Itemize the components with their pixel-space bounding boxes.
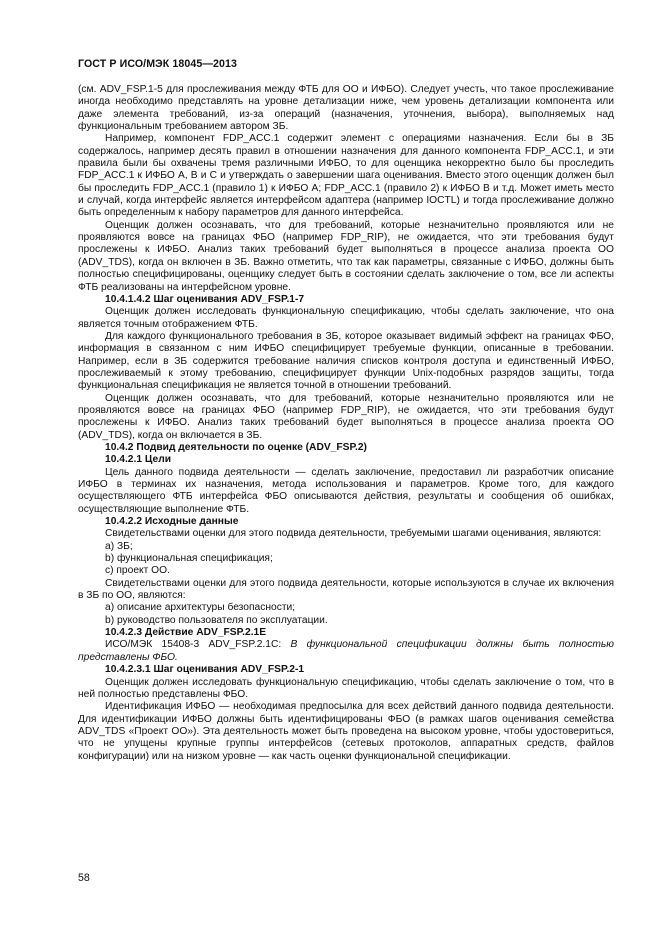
paragraph: (см. ADV_FSP.1-5 для прослеживания между ФТБ для ОО и ИФБО). Следует учесть, что такое прослеживание иногда необходимо представлять на уровне детализации ниже, чем уровень детализации компонента или даже элемента требований, из-за операций (назначения, уточнения, выбора), выполняемых над функциональным требованием автором ЗБ.	[78, 84, 614, 133]
requirement-ref: ИСО/МЭК 15408-3 ADV_FSP.2.1C:	[105, 639, 282, 651]
list-item: b) функциональная спецификация;	[105, 553, 273, 565]
list-item: b) руководство пользователя по эксплуатации.	[105, 614, 328, 626]
paragraph: Цель данного подвида деятельности — сделать заключение, предоставил ли разработчик описание ИФБО в терминах их назначения, метода использования и параметров. Кроме того, для каждого осуществляющего ФТБ интерфейса ФБО описываются действия, результаты и сообщения об ошибках, осуществляющие выполнение ФТБ.	[78, 466, 614, 515]
list-item: a) описание архитектуры безопасности;	[105, 602, 296, 614]
section-heading: 10.4.2.1 Цели	[105, 454, 172, 466]
page-body	[78, 84, 614, 763]
paragraph: Свидетельствами оценки для этого подвида деятельности, требуемыми шагами оценивания, являются:	[105, 528, 602, 540]
list-item: a) ЗБ;	[105, 540, 133, 552]
section-heading: 10.4.2.3 Действие ADV_FSP.2.1E	[105, 627, 267, 639]
page-header: ГОСТ Р ИСО/МЭК 18045—2013	[78, 58, 237, 70]
requirement-text: В функциональной спецификации должны быть полностью представлены ФБО.	[78, 639, 614, 663]
paragraph: Идентификация ИФБО — необходимая предпосылка для всех действий данного подвида деятельности. Для идентификации ИФБО должны быть идентифицированы ФБО (в рамках шагов оценивания семейства ADV_TDS «Проект ОО»). Эта деятельность может быть проведена на высоком уровне, чтобы удостовериться, что не упущены крупные группы интерфейсов (сетевых протоколов, аппаратных средств, файлов конфигурации) или на низком уровне — как часть оценки функциональной спецификации.	[78, 701, 614, 762]
paragraph: Оценщик должен осознавать, что для требований, которые незначительно проявляются или не проявляются вовсе на границах ФБО (например FDP_RIP), не ожидается, что эти требования будут прослежены к ИФБО. Анализ таких требований будет выполняться в процессе анализа проекта ОО (ADV_TDS), когда он включается в ЗБ.	[78, 392, 614, 441]
section-heading: 10.4.2 Подвид деятельности по оценке (ADV_FSP.2)	[105, 441, 367, 453]
section-heading: 10.4.1.4.2 Шаг оценивания ADV_FSP.1-7	[105, 293, 305, 305]
paragraph	[78, 639, 614, 664]
paragraph: Для каждого функционального требования в ЗБ, которое оказывает видимый эффект на границах ФБО, информация в связанном с ним ИФБО специфицирует требуемые функции, описанные в требовании. Например, если в ЗБ содержится требование наличия списков контроля доступа и единственный ИФБО, прослеживаемый к этому требованию, специфицирует функции Unix-подобных разрядов защиты, тогда функциональная спецификация не является точной в отношении требований.	[78, 330, 614, 392]
paragraph: Оценщик должен исследовать функциональную спецификацию, чтобы сделать заключение о том, что в ней полностью представлены ФБО.	[78, 676, 614, 700]
paragraph: Оценщик должен исследовать функциональную спецификацию, чтобы сделать заключение, что она является точным отображением ФТБ.	[78, 306, 614, 330]
section-heading: 10.4.2.3.1 Шаг оценивания ADV_FSP.2-1	[105, 664, 305, 676]
paragraph: Свидетельствами оценки для этого подвида деятельности, которые используются в случае их включения в ЗБ по ОО, являются:	[78, 577, 614, 602]
section-heading: 10.4.2.2 Исходные данные	[105, 516, 239, 528]
paragraph: Например, компонент FDP_ACC.1 содержит элемент с операциями назначения. Если бы в ЗБ содержалось, например десять правил в отношении назначения для данного компонента FDP_ACC.1, и эти правила были бы охвачены тремя различными ИФБО, то для оценщика некорректно было бы проследить FDP_ACC.1 к ИФБО A, B и C и утверждать о завершении шага оценивания. Вместо этого оценщик должен был бы проследить FDP_ACC.1 (правило 1) к ИФБО A; FDP_ACC.1 (правило 2) к ИФБО B и т.д. Может иметь место и случай, когда интерфейс является интерфейсом адаптера (например IOCTL) и тогда прослеживание должно быть определенным к набору параметров для данного интерфейса.	[78, 133, 614, 219]
page-number: 58	[78, 872, 90, 884]
list-item: c) проект ОО.	[105, 565, 170, 577]
paragraph: Оценщик должен осознавать, что для требований, которые незначительно проявляются или не проявляются вовсе на границах ФБО (например FDP_RIP), не ожидается, что эти требования будут прослежены к ИФБО. Анализ таких требований будет выполняться в процессе анализа проекта ОО (ADV_TDS), когда он включен в ЗБ. Важно отметить, что так как параметры, связанные с ИФБО, должны быть полностью специфицированы, оценщику следует быть в состоянии сделать заключение о том, все ли аспекты ФТБ реализованы на интерфейсном уровне.	[78, 219, 614, 293]
